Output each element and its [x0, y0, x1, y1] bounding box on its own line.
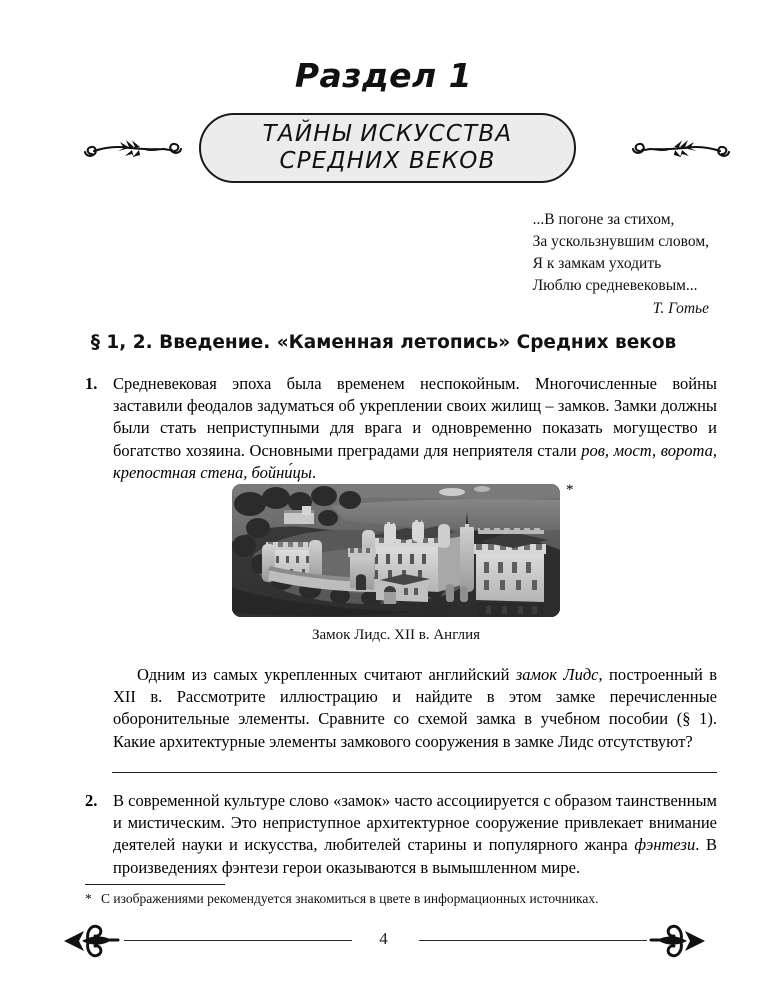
title-row	[0, 113, 767, 185]
task-paragraph	[113, 664, 717, 753]
list-item-1-number: 1.	[85, 374, 98, 393]
flourish-ornament-right-icon	[632, 135, 730, 174]
epigraph-author: Т. Готье	[652, 300, 709, 317]
footer-rule-right	[419, 940, 647, 941]
task-paragraph-part2: , построенный в XII в. Рассмотрите иллюстрацию и найдите в этом замке перечисленные оборонительные элементы. Сравните со схемой замка в учебном пособии (§ 1). Какие архитектурные элементы замкового сооружения в замке Лидс отсутствуют?	[113, 665, 718, 751]
footnote-separator-rule	[85, 884, 225, 885]
list-item-1-text	[113, 373, 717, 484]
epigraph-line-1: ...В погоне за стихом,	[532, 211, 675, 228]
castle-photo	[232, 484, 560, 617]
figure-caption: Замок Лидс. XII в. Англия	[311, 627, 480, 643]
footnote-text: С изображениями рекомендуется знакомиться в цвете в информационных источниках.	[101, 891, 599, 906]
list-item-1-terms: ров, мост, ворота, крепостная стена, бойни́цы	[113, 440, 717, 482]
list-item-2-number: 2.	[85, 791, 98, 810]
epigraph-line-3: Я к замкам уходить	[532, 255, 662, 272]
list-item-1-text-part1: Средневековая эпоха была временем неспокойным. Многочисленные войны заставили феодалов задуматься об укреплении своих жилищ – замков. Замки должны были стать неприступными для врага и одновременно показать могущество и богатство хозяина. Основными преградами для неприятеля стали	[113, 374, 717, 460]
page-footer	[0, 921, 767, 961]
chapter-title-line-1: ТАЙНЫ ИСКУССТВА	[262, 121, 513, 148]
list-item-2-terms: фэнтези	[634, 835, 696, 855]
item-divider-rule	[112, 772, 717, 773]
task-paragraph-emphasis: замок Лидс	[515, 665, 599, 684]
page-number: 4	[379, 929, 388, 948]
footnote	[85, 890, 717, 908]
list-item-1-text-part2: .	[311, 462, 317, 482]
footnote-marker: *	[85, 891, 92, 906]
list-item-1	[85, 373, 717, 484]
footer-ornament-right-icon	[645, 921, 707, 966]
figure-footnote-marker: *	[566, 482, 574, 498]
figure-castle	[232, 482, 574, 644]
epigraph-line-4: Люблю средневековым...	[532, 277, 698, 294]
epigraph	[533, 209, 709, 320]
flourish-ornament-left-icon	[84, 135, 182, 174]
chapter-title-text	[263, 121, 513, 174]
list-item-2-text-part2: . В произведениях фэнтези герои оказываются в вымышленном мире.	[113, 835, 718, 877]
task-paragraph-part1: Одним из самых укрепленных считают английский	[137, 665, 516, 684]
chapter-title-line-2: СРЕДНИХ ВЕКОВ	[279, 148, 496, 174]
list-item-2-text	[113, 790, 717, 879]
chapter-title-bubble	[199, 113, 576, 183]
epigraph-line-2: За ускользнувшим словом,	[532, 233, 709, 250]
paragraph-heading: § 1, 2. Введение. «Каменная летопись» Средних веков	[90, 332, 677, 353]
section-label: Раздел 1	[294, 56, 473, 95]
list-item-2-text-part1: В современной культуре слово «замок» часто ассоциируется с образом таинственным и мистическим. Это неприступное архитектурное сооружение привлекает внимание деятелей науки и искусства, любителей старины и популярного жанра	[113, 791, 717, 855]
list-item-2	[85, 790, 717, 879]
